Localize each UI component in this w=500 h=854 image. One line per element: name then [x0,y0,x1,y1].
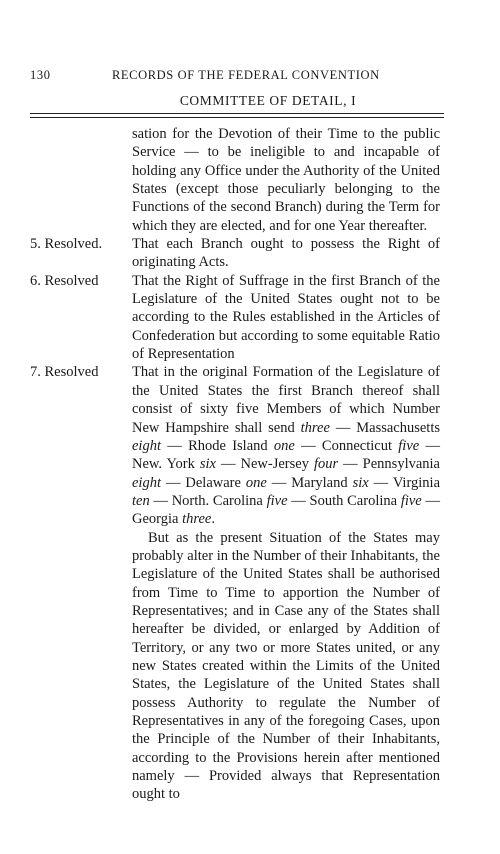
italic-number: six [352,474,369,491]
italic-number: three [300,419,330,436]
italic-number: four [313,456,339,473]
resolution-label: 5. Resolved. [30,236,103,253]
italic-number: three [182,511,212,528]
italic-number: five [400,492,422,509]
italic-number: eight [132,437,161,454]
italic-number: ten [132,492,150,509]
section-title: COMMITTEE OF DETAIL, I [179,93,357,108]
paragraph-text: That the Right of Suffrage in the first Branch of the Legislature of the United States ought not to be according to the Rules established in the Articles of Confederation but according to some equitable Ratio of Representation [132,272,440,363]
italic-number: five [266,492,288,509]
resolution-label [30,529,132,804]
resolution-label: 7. Resolved [30,364,99,381]
resolution-6 [30,272,440,364]
paragraph-continuation [30,125,440,235]
paragraph-text: sation for the Devotion of their Time to the public Service — to be ineligible to and incapable of holding any Office under the Authority of the United States (except those peculiarly belonging to the Functions of the second Branch) during the Term for which they are elected, and for one Year thereafter. [132,126,440,234]
italic-number: six [199,456,216,473]
page-number: 130 [30,68,51,82]
body-text [30,125,440,804]
paragraph-text: That in the original Formation of the Legislature of the United States the first Branch thereof shall consist of sixty five Members of which Number New Hampshire shall send three — Massachusetts eight — Rhode Island one — Connecticut five — New. York six — New-Jersey four — Pennsylvania eight — Delaware one — Maryland six — Virginia ten — North. Carolina five — South Carolina five — Georgia three. [132,364,441,528]
paragraph-text: That each Branch ought to possess the Right of originating Acts. [132,236,440,271]
resolution-label: 6. Resolved [30,272,99,289]
italic-number: five [398,437,420,454]
italic-number: one [245,474,267,491]
paragraph-text: But as the present Situation of the States may probably alter in the Number of their Inhabitants, the Legislature of the United States shall be authorised from Time to Time to apportion the Number of Representatives; and in Case any of the States shall hereafter be divided, or enlarged by Addition of Territory, or any two or more States united, or any new States created within the Limits of the United States, the Legislature of the United States shall possess Authority to regulate the Number of Representatives in any of the foregoing Cases, upon the Principle of the Number of their Inhabitants, according to the Provisions herein after mentioned namely — Provided always that Representation ought to [132,529,440,803]
header-rule-top [30,113,444,114]
paragraph-proviso [30,529,440,804]
resolution-5 [30,235,440,272]
italic-number: one [273,437,295,454]
italic-number: eight [132,474,161,491]
running-title: RECORDS OF THE FEDERAL CONVENTION [112,68,380,82]
header-rule-bottom [30,117,444,118]
resolution-7 [30,363,440,528]
resolution-label [30,125,132,235]
